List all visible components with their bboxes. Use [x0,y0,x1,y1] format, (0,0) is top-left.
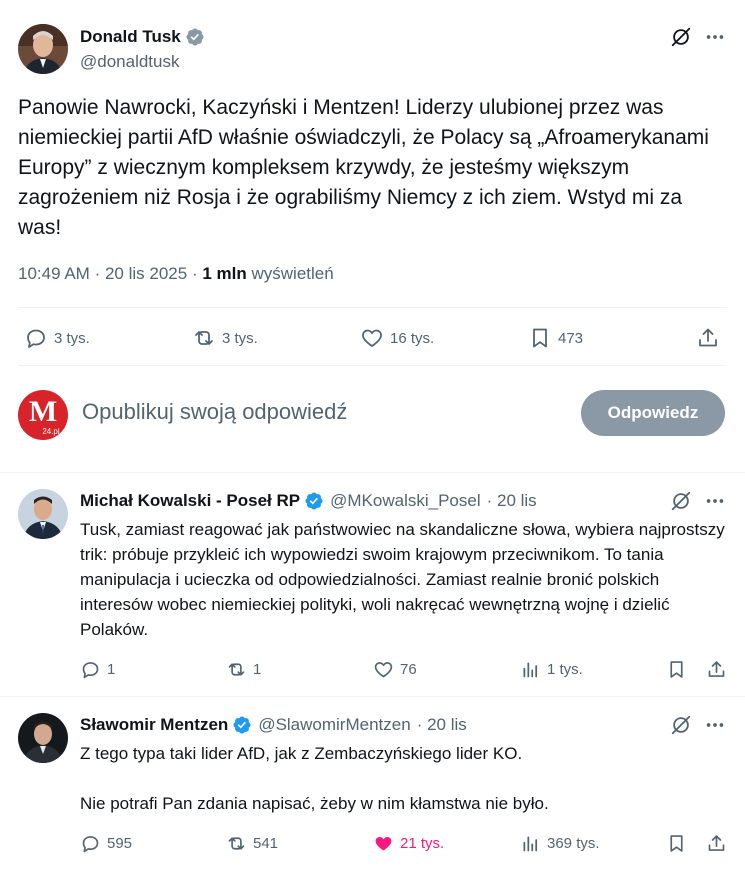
reply-action-bar [0,659,745,689]
reply-author-handle[interactable]: @SlawomirMentzen [258,715,411,734]
tweet-time[interactable]: 10:49 AM [18,264,90,283]
reply-avatar[interactable] [18,713,68,763]
verified-icon [232,715,252,735]
verified-icon [185,27,205,47]
tweet-meta [18,264,334,284]
bookmark-icon [528,326,552,350]
bookmark-count: 473 [558,329,584,347]
share-icon [696,326,720,350]
reply-count: 1 [107,661,116,678]
share-icon [706,833,727,854]
like-action[interactable] [360,326,434,350]
divider [18,307,727,308]
reply-author-name[interactable]: Michał Kowalski - Poseł RP [80,491,301,510]
more-icon[interactable] [704,26,726,48]
grok-icon[interactable] [670,26,692,48]
reply-action-bar [0,833,745,863]
reply-author-handle[interactable]: @MKowalski_Posel [330,491,481,510]
more-icon[interactable] [704,714,726,736]
reply-time[interactable]: · 20 lis [486,491,537,510]
bookmark-action[interactable] [666,833,693,854]
reply-avatar[interactable] [18,489,68,539]
bookmark-action[interactable] [666,659,693,680]
repost-icon [226,659,247,680]
reply-author-name[interactable]: Sławomir Mentzen [80,715,229,734]
reply-tweet[interactable] [0,697,745,871]
reply-count: 595 [107,835,133,852]
grok-icon[interactable] [670,714,692,736]
reply-name-row [80,715,467,735]
share-action[interactable] [706,833,733,854]
divider [18,365,727,366]
meta-separator: · [94,264,101,283]
views-action[interactable] [520,833,600,854]
like-count: 76 [400,661,417,678]
like-count: 21 tys. [400,835,445,852]
views-count: 1 mln [202,264,247,283]
reply-submit-button[interactable]: Odpowiedz [581,390,725,436]
bookmark-icon [666,833,687,854]
reply-icon [80,659,101,680]
logo-sub: 24.pl [42,427,60,436]
reply-count: 3 tys. [54,329,90,347]
tweet-text: Panowie Nawrocki, Kaczyński i Mentzen! Liderzy ulubionej przez was niemieckiej partii AfD właśnie oświadczyli, że Polacy są „Afroamerykanami Europy” z wiecznym kompleksem krzywdy, że jesteśmy większym zagrożeniem niż Rosja i że ograbiliśmy Niemcy z ich ziem. Wstyd mi za was! [18,96,709,239]
share-action[interactable] [706,659,733,680]
reply-text: Z tego typa taki lider AfD, jak z Zembaczyńskiego lider KO. Nie potrafi Pan zdania napisać, żeby w nim kłamstwa nie było. [80,744,549,813]
reply-name-row [80,491,537,511]
author-avatar[interactable] [18,24,68,74]
author-handle[interactable]: @donaldtusk [80,52,180,71]
grok-icon[interactable] [670,490,692,512]
meta-separator: · [191,264,198,283]
views-count: 1 tys. [547,661,583,678]
tweet-date[interactable]: 20 lis 2025 [104,264,188,283]
author-name[interactable]: Donald Tusk [80,27,181,46]
repost-action[interactable] [226,659,261,680]
share-action[interactable] [696,326,726,350]
like-count: 16 tys. [390,329,435,347]
reply-action[interactable] [80,833,132,854]
repost-count: 541 [253,835,279,852]
like-icon [373,659,394,680]
views-icon [520,833,541,854]
author-name-row [80,27,205,47]
reply-icon [80,833,101,854]
bookmark-icon [666,659,687,680]
bookmark-action[interactable] [528,326,583,350]
verified-icon [304,491,324,511]
logo-letter: M [28,395,58,428]
repost-icon [226,833,247,854]
repost-count: 1 [253,661,262,678]
like-icon [360,326,384,350]
reply-icon [24,326,48,350]
reply-composer [0,385,745,445]
reply-text: Tusk, zamiast reagować jak państwowiec na skandaliczne słowa, wybiera najprostszy trik: próbuje przykleić ich wypowiedzi swoim krajowym przeciwnikom. To tania manipulacja i ucieczka od odpowiedzialności. Zamiast realnie bronić polskich interesów wobec niemieckiej polityki, woli nakręcać wewnętrzną wojnę i dzielić Polaków. [80,520,725,639]
views-count: 369 tys. [547,835,600,852]
reply-top-actions [670,714,726,736]
reply-top-actions [670,490,726,512]
reply-tweet[interactable] [0,473,745,695]
tweet-top-actions [670,26,726,48]
m24-logo-avatar[interactable] [18,390,68,440]
views-icon [520,659,541,680]
tweet-action-bar [0,320,745,356]
repost-action[interactable] [226,833,278,854]
reply-action[interactable] [80,659,115,680]
share-icon [706,659,727,680]
repost-icon [192,326,216,350]
views-label: wyświetleń [251,264,334,283]
like-icon [373,833,394,854]
repost-count: 3 tys. [222,329,258,347]
like-action[interactable] [373,659,417,680]
repost-action[interactable] [192,326,258,350]
reply-input[interactable]: Opublikuj swoją odpowiedź [82,399,348,424]
reply-action[interactable] [24,326,90,350]
views-action[interactable] [520,659,583,680]
more-icon[interactable] [704,490,726,512]
like-action[interactable] [373,833,444,854]
reply-time[interactable]: · 20 lis [416,715,467,734]
